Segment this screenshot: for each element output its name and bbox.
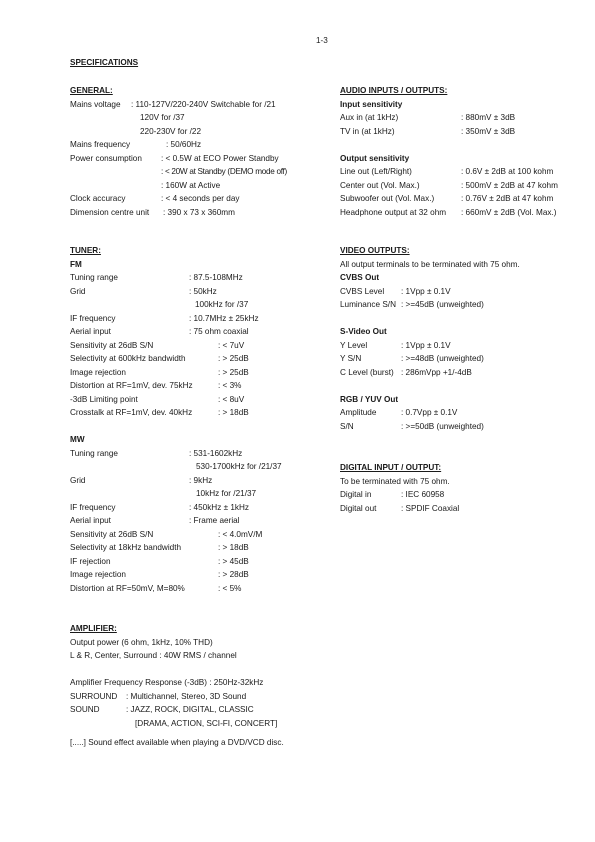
spec-row <box>340 111 580 125</box>
spec-row <box>70 460 310 474</box>
spec-row <box>70 514 310 528</box>
spec-value: : < 7uV <box>218 340 245 350</box>
spec-value: : IEC 60958 <box>401 490 445 499</box>
spec-label: IF frequency <box>70 502 116 512</box>
rgb-spec-list <box>340 406 580 433</box>
spec-row <box>70 703 330 717</box>
spec-label: Image rejection <box>70 570 126 579</box>
spec-label: IF rejection <box>70 556 111 566</box>
spec-value: : 50kHz <box>189 286 217 296</box>
spec-row <box>70 568 310 582</box>
spec-value: : > 18dB <box>218 408 249 417</box>
spec-row <box>340 406 580 420</box>
rgb-title: RGB / YUV Out <box>340 394 399 404</box>
spec-value: : 660mV ± 2dB (Vol. Max.) <box>461 207 557 217</box>
spec-label: Y S/N <box>340 354 362 363</box>
spec-label: -3dB Limiting point <box>70 394 138 404</box>
spec-value: : >=45dB (unweighted) <box>401 300 484 309</box>
spec-value: : JAZZ, ROCK, DIGITAL, CLASSIC <box>126 705 254 714</box>
spec-label: Dimension centre unit <box>70 207 150 217</box>
spec-label: Aerial input <box>70 516 111 525</box>
spec-value: : < 5% <box>218 583 242 593</box>
spec-row <box>340 165 580 179</box>
spec-row <box>70 528 310 542</box>
spec-row <box>70 206 310 220</box>
spec-row <box>70 487 310 501</box>
frequency-response-text: Amplifier Frequency Response (-3dB) : 250Hz-32kHz <box>70 678 264 687</box>
spec-row <box>70 447 310 461</box>
spec-row <box>340 285 580 299</box>
spec-value: : 50/60Hz <box>166 140 202 149</box>
spec-value: : 0.76V ± 2dB at 47 kohm <box>461 194 554 203</box>
spec-value: : 9kHz <box>189 475 213 485</box>
digital-io-section <box>340 461 580 515</box>
spec-row <box>70 111 310 125</box>
spec-value: : 0.7Vpp ± 0.1V <box>401 408 458 417</box>
spec-row <box>70 501 310 515</box>
spec-row <box>70 555 310 569</box>
fm-title: FM <box>70 259 82 269</box>
digital-io-title: DIGITAL INPUT / OUTPUT: <box>340 463 442 472</box>
spec-label: Digital out <box>340 503 377 513</box>
spec-row <box>340 192 580 206</box>
spec-value: : < 0.5W at ECO Power Standby <box>161 153 279 163</box>
output-spec-list <box>340 165 580 219</box>
tuner-title: TUNER: <box>70 246 101 255</box>
channel-power-text: L & R, Center, Surround : 40W RMS / channel <box>70 651 237 660</box>
spec-row <box>70 582 310 596</box>
general-title: GENERAL: <box>70 86 113 95</box>
spec-row <box>70 393 310 407</box>
spec-value: 100kHz for /37 <box>195 300 249 309</box>
spec-value: : >=48dB (unweighted) <box>401 354 484 363</box>
spec-label: Aerial input <box>70 327 111 336</box>
spec-value: : > 28dB <box>218 570 249 579</box>
svideo-title: S-Video Out <box>340 327 387 336</box>
spec-row <box>70 125 310 139</box>
spec-label: Sensitivity at 26dB S/N <box>70 340 154 350</box>
spec-row <box>340 488 580 502</box>
cvbs-title: CVBS Out <box>340 273 380 282</box>
spec-value: : 10.7MHz ± 25kHz <box>189 313 259 323</box>
spec-value: : 880mV ± 3dB <box>461 113 516 122</box>
spec-value: : 1Vpp ± 0.1V <box>401 340 451 350</box>
spec-row <box>70 339 310 353</box>
spec-value: : 87.5-108MHz <box>189 273 243 282</box>
input-spec-list <box>340 111 580 138</box>
spec-row <box>70 285 310 299</box>
cvbs-spec-list <box>340 285 580 312</box>
amplifier-title: AMPLIFIER: <box>70 624 117 633</box>
spec-row <box>70 474 310 488</box>
spec-value: 120V for /37 <box>140 113 185 122</box>
spec-label: SURROUND <box>70 691 118 701</box>
digital-spec-list <box>340 488 580 515</box>
spec-value: : < 20W at Standby (DEMO mode off) <box>161 167 287 176</box>
spec-value: : > 25dB <box>218 354 249 363</box>
spec-label: Subwoofer out (Vol. Max.) <box>340 194 435 203</box>
fm-spec-list <box>70 271 310 420</box>
sound-effect-note: [.....] Sound effect available when playing a DVD/VCD disc. <box>70 738 284 747</box>
tuner-section <box>70 244 310 595</box>
svideo-spec-list <box>340 339 580 380</box>
spec-label: Power consumption <box>70 153 142 163</box>
spec-row <box>70 717 330 731</box>
spec-label: Y Level <box>340 340 368 350</box>
spec-row <box>70 192 310 206</box>
spec-value: : SPDIF Coaxial <box>401 503 460 513</box>
spec-value: : > 25dB <box>218 367 249 377</box>
spec-row <box>70 312 310 326</box>
spec-value: : < 4.0mV/M <box>218 529 263 539</box>
spec-row <box>70 541 310 555</box>
spec-row <box>70 406 310 420</box>
spec-value: : 531-1602kHz <box>189 448 243 458</box>
spec-label: Luminance S/N <box>340 300 396 309</box>
spec-label: Image rejection <box>70 367 126 377</box>
spec-value: : 160W at Active <box>161 180 221 190</box>
spec-row <box>70 271 310 285</box>
spec-label: Distortion at RF=1mV, dev. 75kHz <box>70 381 193 390</box>
input-sensitivity-title: Input sensitivity <box>340 99 403 109</box>
spec-row <box>340 206 580 220</box>
spec-value: [DRAMA, ACTION, SCI-FI, CONCERT] <box>135 718 278 728</box>
spec-label: Mains frequency <box>70 140 131 149</box>
spec-label: CVBS Level <box>340 286 385 296</box>
general-section <box>70 84 310 219</box>
spec-row <box>70 152 310 166</box>
spec-row <box>340 420 580 434</box>
spec-value: : 450kHz ± 1kHz <box>189 502 250 512</box>
spec-label: Selectivity at 600kHz bandwidth <box>70 354 186 363</box>
spec-row <box>70 138 310 152</box>
spec-value: : 350mV ± 3dB <box>461 126 516 136</box>
mw-title: MW <box>70 435 85 444</box>
spec-label: Tuning range <box>70 273 118 282</box>
spec-label: Amplitude <box>340 408 377 417</box>
spec-label: Grid <box>70 286 86 296</box>
spec-value: : Multichannel, Stereo, 3D Sound <box>126 691 247 701</box>
video-outputs-title: VIDEO OUTPUTS: <box>340 246 410 255</box>
spec-label: Selectivity at 18kHz bandwidth <box>70 543 182 552</box>
spec-row <box>70 352 310 366</box>
spec-label: IF frequency <box>70 313 116 323</box>
spec-row <box>340 339 580 353</box>
amplifier-section <box>70 622 330 750</box>
spec-row <box>70 165 310 179</box>
spec-row <box>70 690 330 704</box>
spec-label: Digital in <box>340 490 372 499</box>
spec-row <box>340 125 580 139</box>
output-sensitivity-title: Output sensitivity <box>340 153 410 163</box>
spec-value: : 0.6V ± 2dB at 100 kohm <box>461 167 554 176</box>
audio-io-section <box>340 84 580 219</box>
spec-label: SOUND <box>70 705 100 714</box>
output-power-text: Output power (6 ohm, 1kHz, 10% THD) <box>70 637 213 647</box>
spec-value: 10kHz for /21/37 <box>196 489 257 498</box>
spec-value: : 390 x 73 x 360mm <box>163 207 235 217</box>
spec-value: 220-230V for /22 <box>140 126 201 136</box>
spec-value: : < 8uV <box>218 394 245 404</box>
spec-value: : < 3% <box>218 381 242 390</box>
spec-label: Sensitivity at 26dB S/N <box>70 529 154 539</box>
spec-value: : >=50dB (unweighted) <box>401 421 484 431</box>
spec-label: Line out (Left/Right) <box>340 167 412 176</box>
spec-value: : > 18dB <box>218 543 249 552</box>
spec-value: : < 4 seconds per day <box>161 194 240 203</box>
spec-value: : 500mV ± 2dB at 47 kohm <box>461 180 558 190</box>
spec-row <box>70 379 310 393</box>
spec-row <box>70 98 310 112</box>
video-outputs-section <box>340 244 580 433</box>
spec-value: : 110-127V/220-240V Switchable for /21 <box>131 99 276 109</box>
spec-label: Aux in (at 1kHz) <box>340 113 399 122</box>
spec-label: TV in (at 1kHz) <box>340 126 395 136</box>
spec-label: Distortion at RF=50mV, M=80% <box>70 583 185 593</box>
spec-label: Center out (Vol. Max.) <box>340 180 420 190</box>
spec-label: C Level (burst) <box>340 367 394 377</box>
spec-label: Clock accuracy <box>70 194 126 203</box>
page-number: 1-3 <box>316 36 328 45</box>
spec-label: Headphone output at 32 ohm <box>340 207 447 217</box>
video-intro-text: All output terminals to be terminated with 75 ohm. <box>340 259 520 269</box>
mw-spec-list <box>70 447 310 596</box>
spec-value: : 75 ohm coaxial <box>189 327 249 336</box>
spec-value: : > 45dB <box>218 556 249 566</box>
spec-row <box>340 502 580 516</box>
audio-io-title: AUDIO INPUTS / OUTPUTS: <box>340 86 448 95</box>
spec-value: : 1Vpp ± 0.1V <box>401 286 451 296</box>
spec-row <box>70 366 310 380</box>
spec-row <box>340 352 580 366</box>
digital-intro-text: To be terminated with 75 ohm. <box>340 476 450 486</box>
spec-label: S/N <box>340 421 354 431</box>
spec-row <box>70 179 310 193</box>
spec-row <box>340 366 580 380</box>
spec-label: Grid <box>70 475 86 485</box>
spec-row <box>340 298 580 312</box>
spec-label: Mains voltage <box>70 99 121 109</box>
spec-row <box>70 298 310 312</box>
spec-row <box>340 179 580 193</box>
page-title: SPECIFICATIONS <box>70 58 139 67</box>
spec-value: : 286mVpp +1/-4dB <box>401 367 472 377</box>
spec-row <box>70 325 310 339</box>
spec-label: Tuning range <box>70 448 118 458</box>
spec-label: Crosstalk at RF=1mV, dev. 40kHz <box>70 408 193 417</box>
spec-value: : Frame aerial <box>189 516 240 525</box>
spec-value: 530-1700kHz for /21/37 <box>196 462 282 471</box>
